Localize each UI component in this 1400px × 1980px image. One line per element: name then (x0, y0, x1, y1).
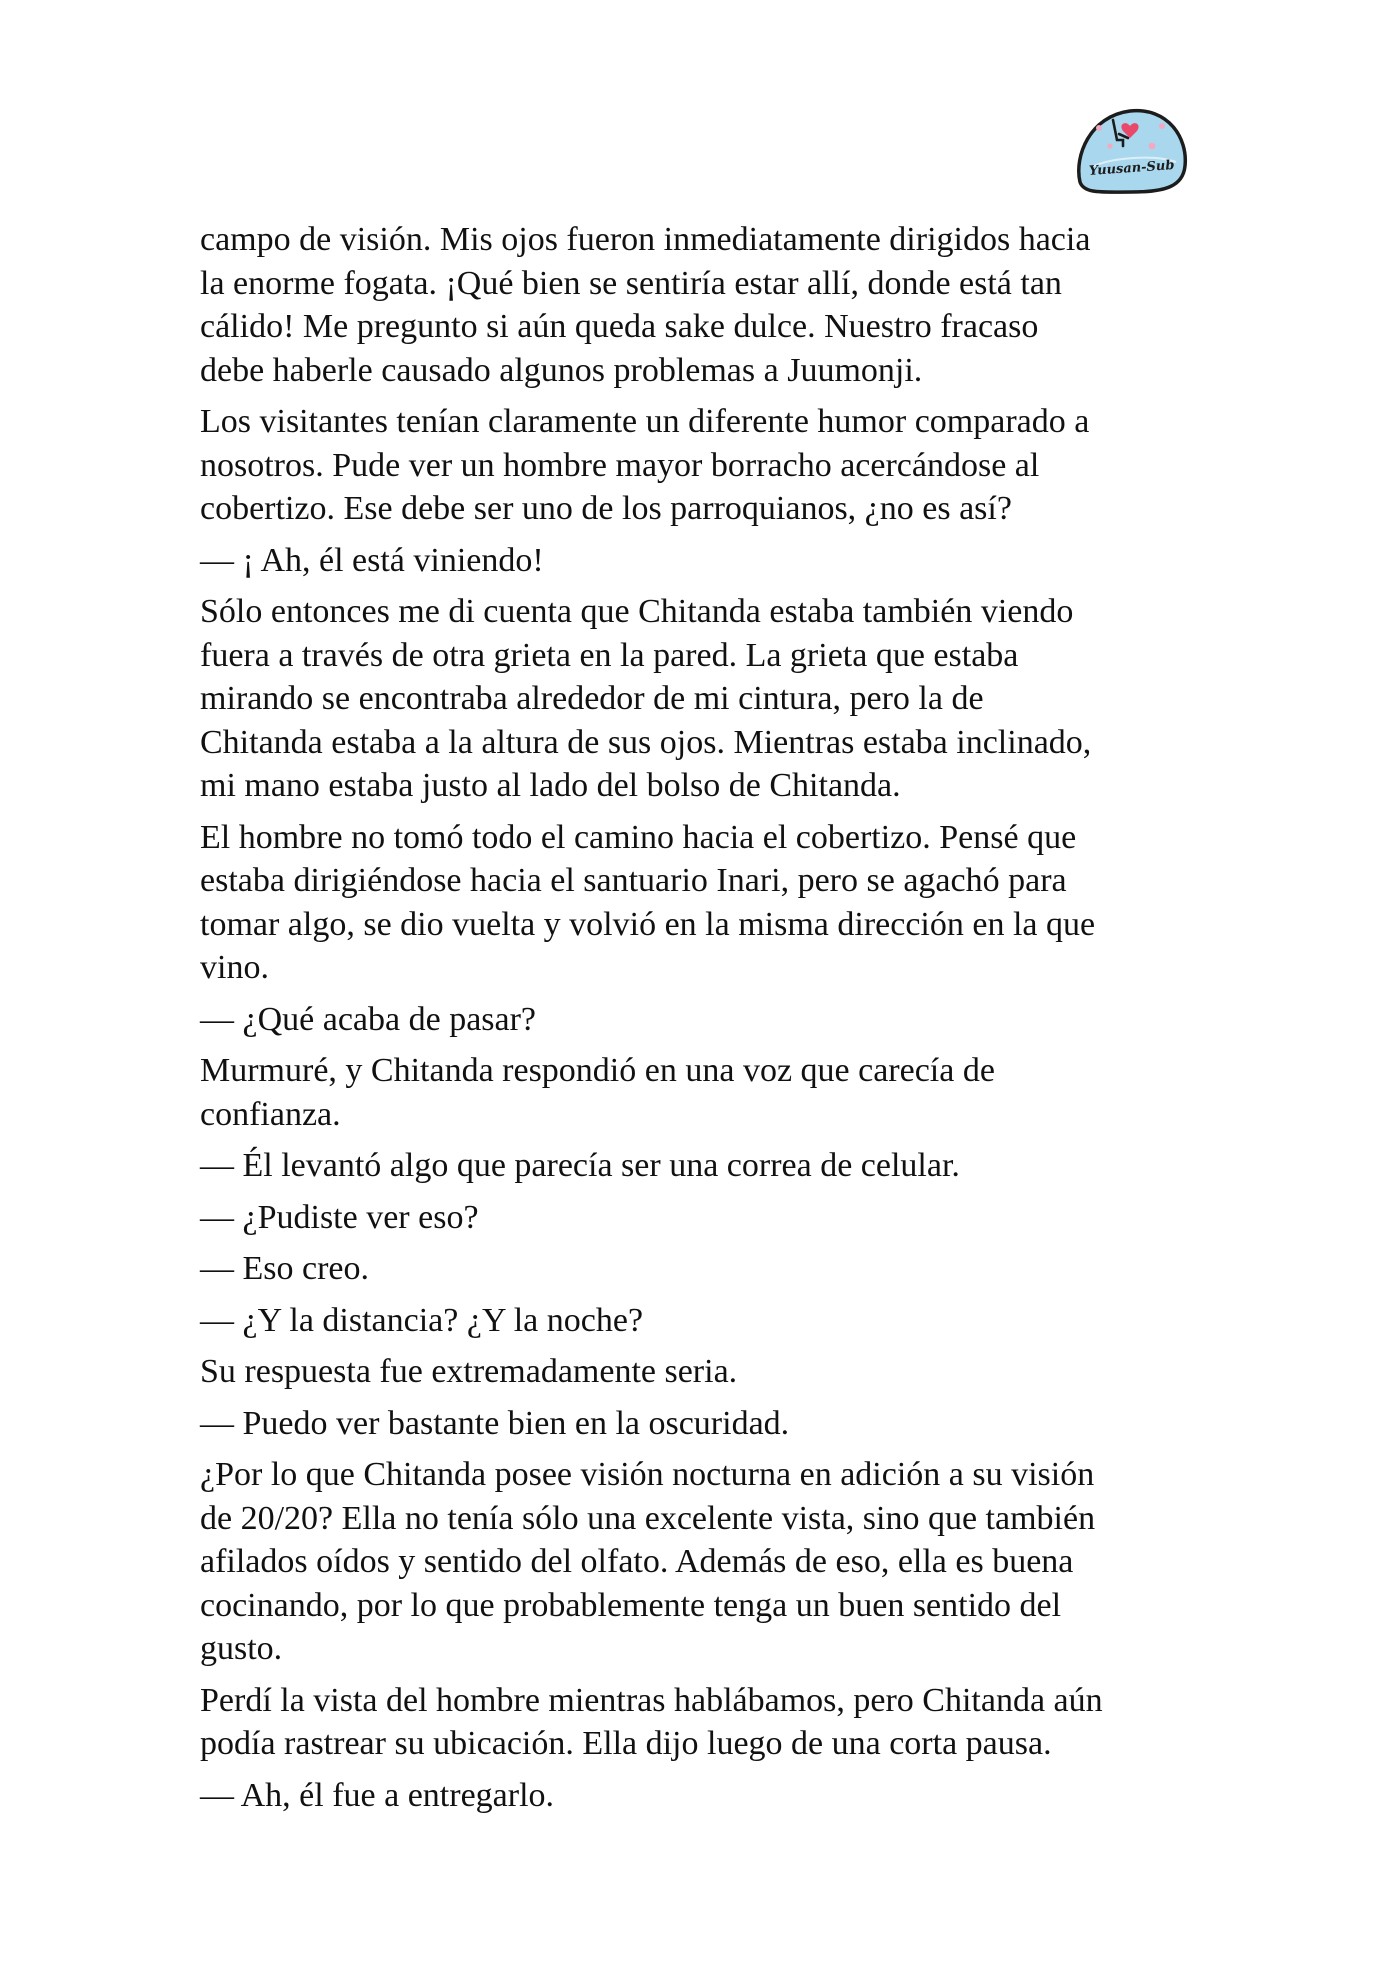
text-line: Murmuré, y Chitanda respondió en una voz que carecía de (200, 1052, 995, 1089)
dialogue-line (200, 1299, 1210, 1343)
text-line: Su respuesta fue extremadamente seria. (200, 1353, 738, 1390)
logo-badge-icon (1072, 104, 1192, 198)
text-line: Los visitantes tenían claramente un diferente humor comparado a (200, 403, 1090, 440)
paragraph (200, 1350, 1210, 1394)
dialogue-line (200, 539, 1210, 583)
text-line: vino. (200, 949, 269, 986)
text-line: gusto. (200, 1630, 283, 1667)
yuusan-sub-logo (1072, 104, 1192, 198)
dialogue-line (200, 1247, 1210, 1291)
text-line: — Puedo ver bastante bien en la oscuridad. (200, 1404, 790, 1442)
document-body (200, 218, 1210, 1825)
paragraph (200, 590, 1210, 808)
text-line: nosotros. Pude ver un hombre mayor borracho acercándose al (200, 446, 1040, 484)
text-line: cobertizo. Ese debe ser uno de los parroquianos, ¿no es así? (200, 490, 1012, 527)
text-line: — Eso creo. (200, 1250, 370, 1287)
paragraph (200, 400, 1210, 531)
text-line: Chitanda estaba a la altura de sus ojos. Mientras estaba inclinado, (200, 723, 1092, 761)
text-line: ¿Por lo que Chitanda posee visión nocturna en adición a su visión (200, 1456, 1095, 1493)
dialogue-line (200, 998, 1210, 1042)
logo-text: Yuusan-Sub (1088, 158, 1175, 179)
dialogue-line (200, 1774, 1210, 1818)
text-line: fuera a través de otra grieta en la pared. La grieta que estaba (200, 636, 1019, 674)
text-line: tomar algo, se dio vuelta y volvió en la misma dirección en la que (200, 905, 1096, 943)
logo-dot (1107, 143, 1112, 148)
text-line: la enorme fogata. ¡Qué bien se sentiría estar allí, donde está tan (200, 264, 1062, 302)
text-line: mirando se encontraba alrededor de mi cintura, pero la de (200, 680, 984, 717)
text-line: cocinando, por lo que probablemente tenga un buen sentido del (200, 1586, 1062, 1624)
text-line: — Ah, él fue a entregarlo. (200, 1776, 555, 1814)
paragraph (200, 218, 1210, 392)
text-line: — ¿Y la distancia? ¿Y la noche? (200, 1301, 644, 1339)
paragraph (200, 1049, 1210, 1136)
logo-dot (1096, 125, 1102, 131)
text-line: mi mano estaba justo al lado del bolso de Chitanda. (200, 767, 901, 804)
text-line: confianza. (200, 1095, 341, 1133)
dialogue-line (200, 1196, 1210, 1240)
text-line: — ¿Qué acaba de pasar? (200, 1000, 537, 1038)
logo-dot (1149, 143, 1156, 150)
text-line: afilados oídos y sentido del olfato. Además de eso, ella es buena (200, 1543, 1074, 1580)
text-line: Sólo entonces me di cuenta que Chitanda estaba también viendo (200, 593, 1074, 630)
paragraph (200, 1453, 1210, 1671)
text-line: — ¡ Ah, él está viniendo! (200, 541, 544, 579)
text-line: cálido! Me pregunto si aún queda sake dulce. Nuestro fracaso (200, 308, 1039, 345)
paragraph (200, 1679, 1210, 1766)
text-line: debe haberle causado algunos problemas a Juumonji. (200, 351, 923, 389)
text-line: estaba dirigiéndose hacia el santuario Inari, pero se agachó para (200, 862, 1067, 899)
logo-dot (1159, 123, 1165, 129)
paragraph (200, 816, 1210, 990)
dialogue-line (200, 1144, 1210, 1188)
dialogue-line (200, 1402, 1210, 1446)
text-line: de 20/20? Ella no tenía sólo una excelente vista, sino que también (200, 1499, 1096, 1537)
text-line: El hombre no tomó todo el camino hacia el cobertizo. Pensé que (200, 818, 1077, 856)
text-line: campo de visión. Mis ojos fueron inmediatamente dirigidos hacia (200, 221, 1091, 258)
text-line: podía rastrear su ubicación. Ella dijo luego de una corta pausa. (200, 1725, 1052, 1762)
text-line: — Él levantó algo que parecía ser una correa de celular. (200, 1147, 960, 1184)
text-line: — ¿Pudiste ver eso? (200, 1198, 479, 1236)
text-line: Perdí la vista del hombre mientras hablábamos, pero Chitanda aún (200, 1681, 1103, 1719)
